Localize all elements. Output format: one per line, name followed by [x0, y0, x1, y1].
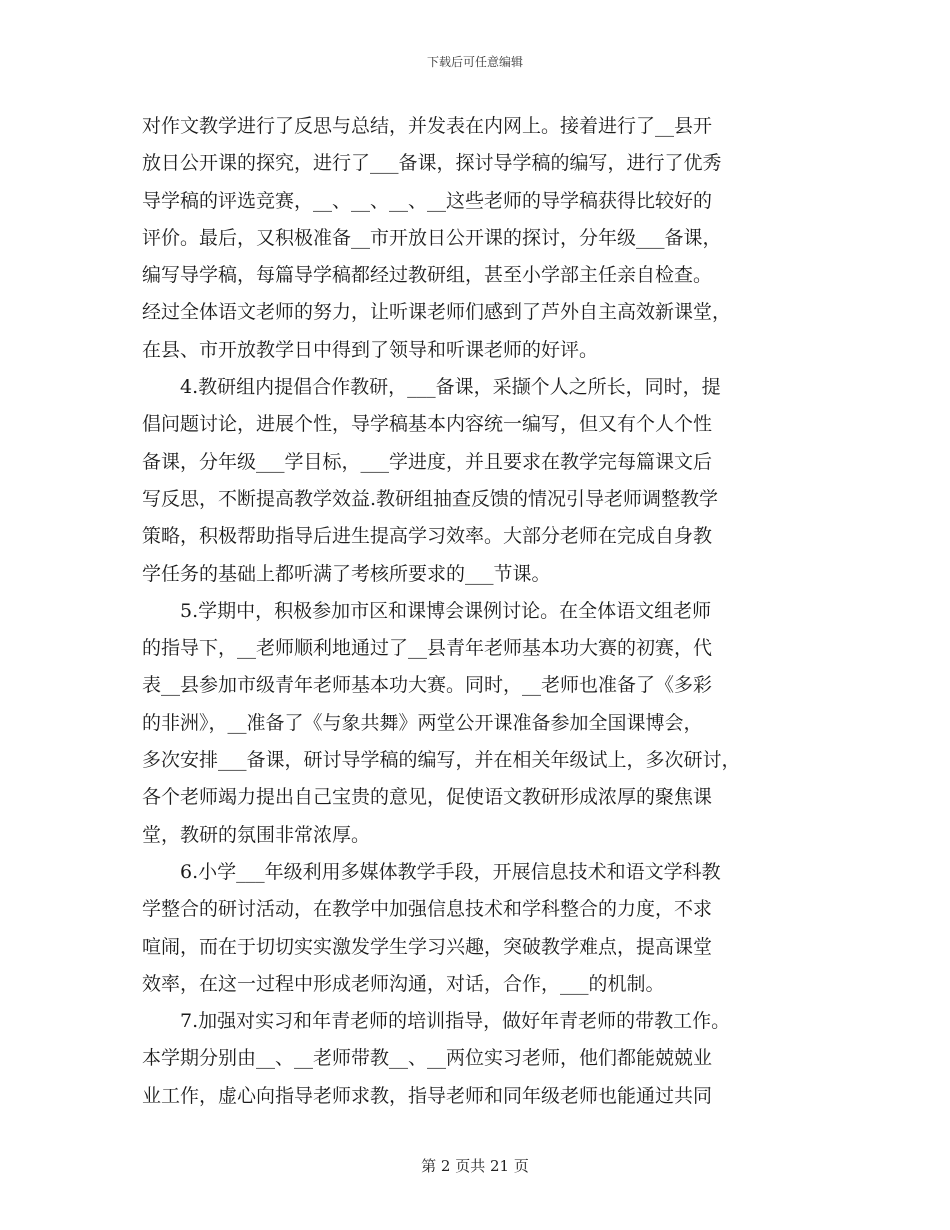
- text-line: 堂，教研的氛围非常浓厚。: [142, 823, 371, 846]
- text-line: 本学期分别由__、__老师带教__、__两位实习老师，他们都能兢兢业: [142, 1047, 713, 1070]
- text-line: 7.加强对实习和年青老师的培训指导，做好年青老师的带教工作。: [180, 1010, 731, 1033]
- text-line: 学整合的研讨活动，在教学中加强信息技术和学科整合的力度，不求: [142, 898, 713, 921]
- text-line: 对作文教学进行了反思与总结，并发表在内网上。接着进行了__县开: [142, 115, 713, 137]
- text-line: 的指导下，__老师顺利地通过了__县青年老师基本功大赛的初赛，代: [142, 637, 713, 660]
- text-line: 策略，积极帮助指导后进生提高学习效率。大部分老师在完成自身教: [142, 525, 713, 548]
- text-line: 各个老师竭力提出自己宝贵的意见，促使语文教研形成浓厚的聚焦课: [142, 786, 713, 809]
- text-line: 在县、市开放教学日中得到了领导和听课老师的好评。: [142, 338, 599, 361]
- text-line: 导学稿的评选竞赛，__、__、__、__这些老师的导学稿获得比较好的: [142, 189, 713, 212]
- text-line: 写反思，不断提高教学效益.教研组抽查反馈的情况引导老师调整教学: [142, 487, 719, 510]
- text-line: 备课，分年级___学目标，___学进度，并且要求在教学完每篇课文后: [142, 450, 713, 473]
- text-line: 学任务的基础上都听满了考核所要求的___节课。: [142, 562, 551, 585]
- text-line: 经过全体语文老师的努力，让听课老师们感到了芦外自主高效新课堂，: [142, 301, 732, 324]
- text-line: 的非洲》，__准备了《与象共舞》两堂公开课准备参加全国课博会，: [142, 711, 703, 734]
- text-line: 放日公开课的探究，进行了___备课，探讨导学稿的编写，进行了优秀: [142, 152, 722, 175]
- text-line: 评价。最后，又积极准备__市开放日公开课的探讨，分年级___备课，: [142, 226, 722, 249]
- text-line: 业工作，虚心向指导老师求教，指导老师和同年级老师也能通过共同: [142, 1084, 713, 1107]
- text-line: 编写导学稿，每篇导学稿都经过教研组，甚至小学部主任亲自检查。: [142, 264, 713, 287]
- text-line: 5.学期中，积极参加市区和课博会课例讨论。在全体语文组老师: [180, 599, 712, 622]
- document-body: [142, 108, 822, 1115]
- page-header: 下载后可任意编辑: [426, 55, 523, 69]
- text-line: 表__县参加市级青年老师基本功大赛。同时，__老师也准备了《多彩: [142, 674, 713, 697]
- text-line: 效率，在这一过程中形成老师沟通，对话，合作，___的机制。: [142, 972, 665, 995]
- text-line: 6.小学___年级利用多媒体教学手段，开展信息技术和语文学科教: [180, 860, 721, 883]
- page-footer: 第 2 页共 21 页: [421, 1157, 529, 1175]
- text-line: 倡问题讨论，进展个性，导学稿基本内容统一编写，但又有个人个性: [142, 413, 713, 436]
- text-line: 多次安排___备课，研讨导学稿的编写，并在相关年级试上，多次研讨，: [142, 749, 741, 772]
- text-line: 喧闹，而在于切切实实激发学生学习兴趣，突破教学难点，提高课堂: [142, 935, 713, 958]
- text-line: 4.教研组内提倡合作教研，___备课，采撷个人之所长，同时，提: [180, 376, 721, 399]
